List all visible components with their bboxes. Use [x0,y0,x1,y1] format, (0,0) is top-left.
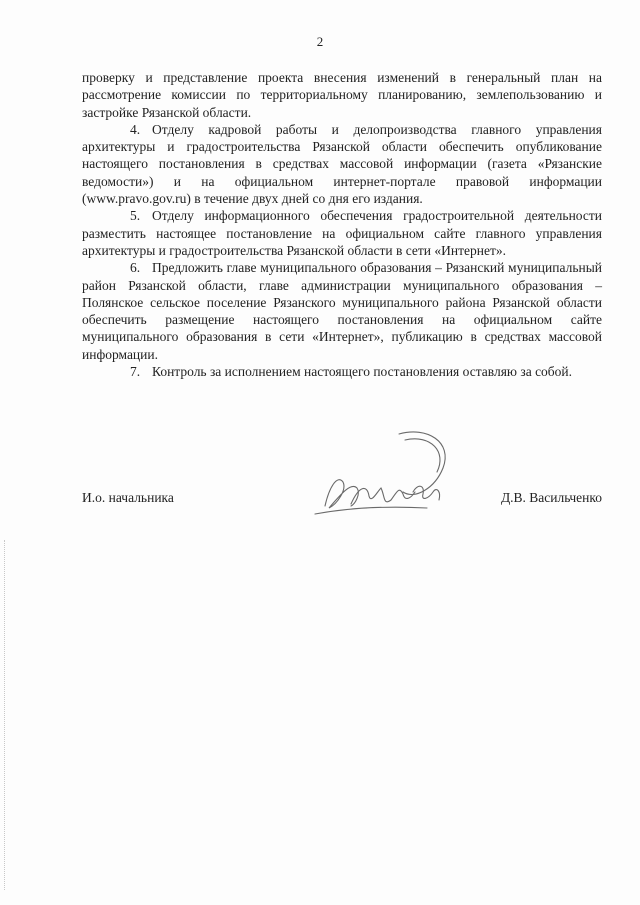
signer-title: И.о. начальника [82,490,174,505]
item-number: 4. [130,121,141,137]
item-number: 6. [130,260,141,276]
intro-continuation: проверку и представление проекта внесения изменений в генеральный план на рассмотрение комиссии по территориальному планированию, землепользованию и застройке Рязанской области. [82,70,602,120]
item-text: Отделу кадровой работы и делопроизводства главного управления архитектуры и градостроительства Рязанской области обеспечить опубликование настоящего постановления в средствах массовой информации (газета «Рязанские ведомости») и на официальном интернет-портале правовой информации (www.pravo.gov.ru) в течение двух дней со дня его издания. [82,121,602,207]
list-item [82,259,602,363]
list-item [82,207,602,259]
item-text: Контроль за исполнением настоящего постановления оставляю за собой. [152,364,573,380]
page-number: 2 [316,34,324,49]
signer-name: Д.В. Васильченко [500,490,602,505]
document-body [82,69,602,380]
item-number: 5. [130,208,141,224]
list-item [82,121,602,207]
handwritten-signature [307,422,457,522]
item-number: 7. [130,364,141,380]
list-item [82,363,602,380]
scan-margin-marks [4,540,8,890]
signature-block [82,480,602,540]
item-text: Отделу информационного обеспечения градостроительной деятельности разместить настоящее постановление на официальном сайте главного управления архитектуры и градостроительства Рязанской области в сети «Интернет». [82,208,602,258]
item-text: Предложить главе муниципального образования – Рязанский муниципальный район Рязанской области, главе администрации муниципального образования – Полянское сельское поселение Рязанского муниципального района Рязанской области обеспечить размещение настоящего постановления на официальном сайте муниципального образования в сети «Интернет», публикацию в средствах массовой информации. [82,260,602,362]
